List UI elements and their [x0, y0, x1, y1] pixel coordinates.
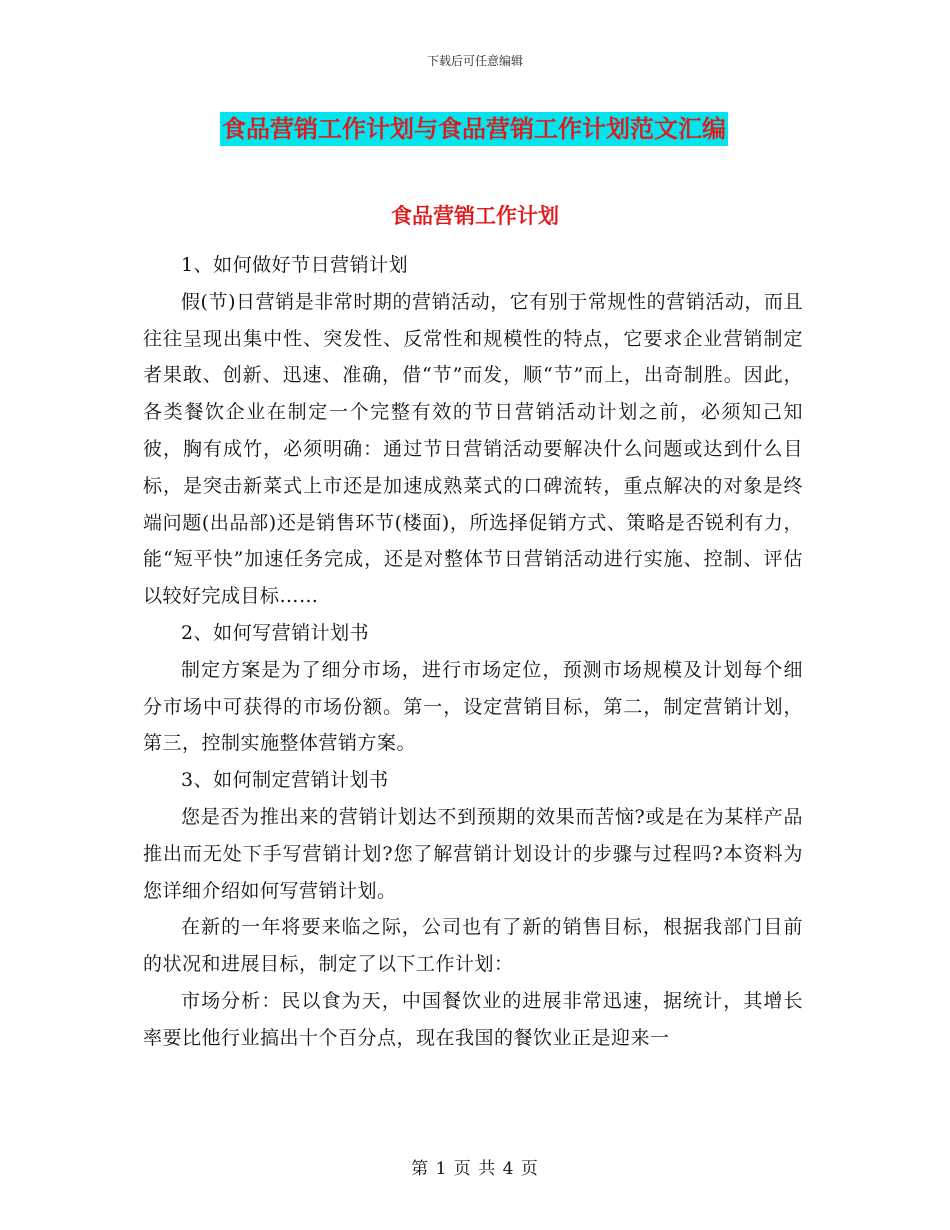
page-number-footer: 第 1 页 共 4 页	[411, 1159, 539, 1179]
body-paragraph: 在新的一年将要来临之际，公司也有了新的销售目标，根据我部门目前的状况和进展目标，制定了以下工作计划：	[143, 916, 803, 976]
page-header-note: 下载后可任意编辑	[426, 54, 523, 68]
heading-item-1: 1、如何做好节日营销计划	[181, 254, 409, 276]
document-body	[143, 247, 803, 1057]
body-paragraph: 市场分析：民以食为天，中国餐饮业的进展非常迅速，据统计，其增长率要比他行业搞出十个百分点，现在我国的餐饮业正是迎来一	[143, 989, 803, 1049]
body-paragraph: 制定方案是为了细分市场，进行市场定位，预测市场规模及计划每个细分市场中可获得的市场份额。第一，设定营销目标，第二，制定营销计划，第三，控制实施整体营销方案。	[143, 658, 803, 755]
body-paragraph: 您是否为推出来的营销计划达不到预期的效果而苦恼?或是在为某样产品推出而无处下手写营销计划?您了解营销计划设计的步骤与过程吗?本资料为您详细介绍如何写营销计划。	[143, 805, 803, 902]
heading-item-3: 3、如何制定营销计划书	[181, 769, 389, 792]
body-paragraph: 假(节)日营销是非常时期的营销活动，它有别于常规性的营销活动，而且往往呈现出集中性、突发性、反常性和规模性的特点，它要求企业营销制定者果敢、创新、迅速、准确，借“节”而发，顺“节”而上，出奇制胜。因此，各类餐饮企业在制定一个完整有效的节日营销活动计划之前，必须知己知彼，胸有成竹，必须明确：通过节日营销活动要解决什么问题或达到什么目标，是突击新菜式上市还是加速成熟菜式的口碑流转，重点解决的对象是终端问题(出品部)还是销售环节(楼面)，所选择促销方式、策略是否锐利有力，能“短平快”加速任务完成，还是对整体节日营销活动进行实施、控制、评估以较好完成目标……	[143, 290, 803, 608]
document-title: 食品营销工作计划与食品营销工作计划范文汇编	[220, 112, 728, 146]
section-title: 食品营销工作计划	[391, 204, 559, 228]
heading-item-2: 2、如何写营销计划书	[181, 621, 370, 644]
